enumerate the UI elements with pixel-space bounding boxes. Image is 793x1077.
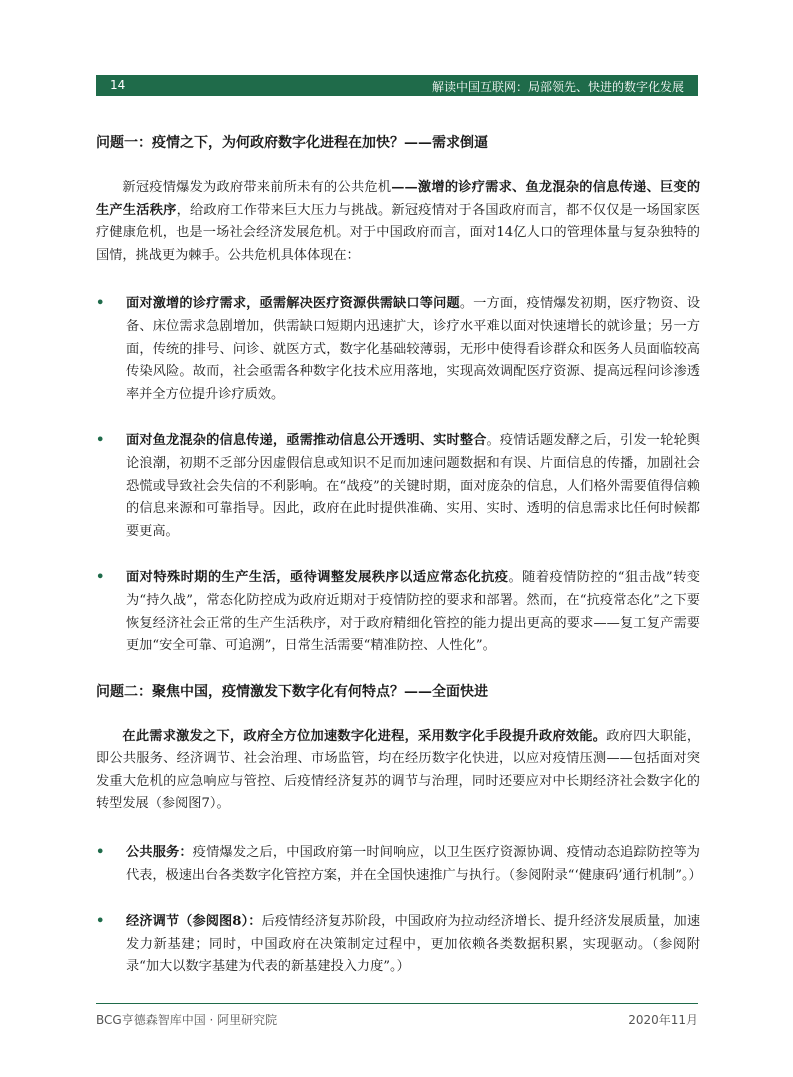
bullet-text: 疫情爆发之后，中国政府第一时间响应，以卫生医疗资源协调、疫情动态追踪防控等为代表，极速出台各类数字化管控方案，并在全国快速推广与执行。（参阅附录“‘健康码’通行机制”。）: [126, 845, 702, 883]
bullet-icon: •: [96, 433, 105, 449]
footer-date: 2020年11月: [628, 1013, 698, 1027]
section2-intro: [96, 726, 700, 816]
bullet-text: 。疫情话题发酵之后，引发一轮轮舆论浪潮，初期不乏部分因虚假信息或知识不足而加速问题数据和有误、片面信息的传播，加剧社会恐慌或导致社会失信的不利影响。在“战疫”的关键时期，面对庞杂的信息，人们格外需要值得信赖的信息来源和可靠指导。因此，政府在此时提供准确、实用、实时、透明的信息需求比任何时候都要更高。: [126, 433, 701, 539]
bullet-text: 。一方面，疫情爆发初期，医疗物资、设备、床位需求急剧增加，供需缺口短期内迅速扩大，诊疗水平难以面对快速增长的就诊量；另一方面，传统的排号、问诊、就医方式，数字化基础较薄弱，无形中使得看诊群众和医务人员面临较高传染风险。故而，社会亟需各种数字化技术应用落地，实现高效调配医疗资源、提高远程问诊渗透率并全方位提升诊疗质效。: [126, 296, 701, 402]
bullet-heading: 经济调节（参阅图8）：: [126, 914, 262, 930]
main-content: [96, 133, 700, 1003]
list-item: [96, 842, 700, 887]
bullet-icon: •: [96, 296, 105, 312]
section1-heading: 问题一：疫情之下，为何政府数字化进程在加快？——需求倒逼: [96, 135, 488, 151]
page-number: 14: [110, 78, 126, 92]
bullet-heading: 面对鱼龙混杂的信息传递，亟需推动信息公开透明、实时整合: [126, 433, 487, 449]
intro-emphasis: ——激增的诊疗需求、鱼龙混杂的信息传递、巨变的生产生活秩序: [96, 180, 701, 218]
bullet-text: 后疫情经济复苏阶段，中国政府为拉动经济增长、提升经济发展质量，加速发力新基建；同时，中国政府在决策制定过程中，更加依赖各类数据积累，实现驱动。（参阅附录“加大以数字基建为代表的新基建投入力度”。）: [126, 914, 701, 975]
section2-heading: 问题二：聚焦中国，疫情激发下数字化有何特点？——全面快进: [96, 683, 488, 700]
bullet-text: 。随着疫情防控的“狙击战”转变为“持久战”，常态化防控成为政府近期对于疫情防控的要求和部署。然而，在“抗疫常态化”之下要恢复经济社会正常的生产生活秩序，对于政府精细化管控的能力提出更高的要求——复工复产需要更加“安全可靠、可追溯”，日常生活需要“精准防控、人性化”。: [126, 570, 700, 654]
footer-publisher: BCG亨德森智库中国 · 阿里研究院: [96, 1013, 278, 1027]
intro-text: ，给政府工作带来巨大压力与挑战。新冠疫情对于各国政府而言，都不仅仅是一场国家医疗健康危机，也是一场社会经济发展危机。对于中国政府而言，面对14亿人口的管理体量与复杂独特的国情，挑战更为棘手。公共危机具体体现在：: [96, 202, 701, 263]
footer-divider: [96, 1003, 698, 1004]
bullet-heading: 面对激增的诊疗需求，亟需解决医疗资源供需缺口等问题: [126, 296, 460, 312]
bullet-icon: •: [96, 570, 105, 586]
list-item: [96, 911, 700, 979]
section1-intro: [96, 177, 700, 267]
bullet-heading: 公共服务：: [126, 845, 193, 861]
list-item: [96, 293, 700, 406]
intro-emphasis: 在此需求激发之下，政府全方位加速数字化进程，采用数字化手段提升政府效能。: [122, 728, 607, 744]
report-title: 解读中国互联网：局部领先、快进的数字化发展: [431, 80, 684, 94]
bullet-icon: •: [96, 914, 105, 930]
list-item: [96, 430, 700, 543]
header-bar: [96, 75, 698, 96]
bullet-heading: 面对特殊时期的生产生活，亟待调整发展秩序以适应常态化抗疫: [126, 570, 509, 586]
bullet-icon: •: [96, 845, 105, 861]
list-item: [96, 567, 700, 657]
intro-text: 新冠疫情爆发为政府带来前所未有的公共危机: [122, 180, 392, 195]
intro-text: 政府四大职能，即公共服务、经济调节、社会治理、市场监管，均在经历数字化快进，以应对疫情压测——包括面对突发重大危机的应急响应与管控、后疫情经济复苏的调节与治理，同时还要应对中长期经济社会数字化的转型发展（参阅图7）。: [96, 728, 701, 812]
